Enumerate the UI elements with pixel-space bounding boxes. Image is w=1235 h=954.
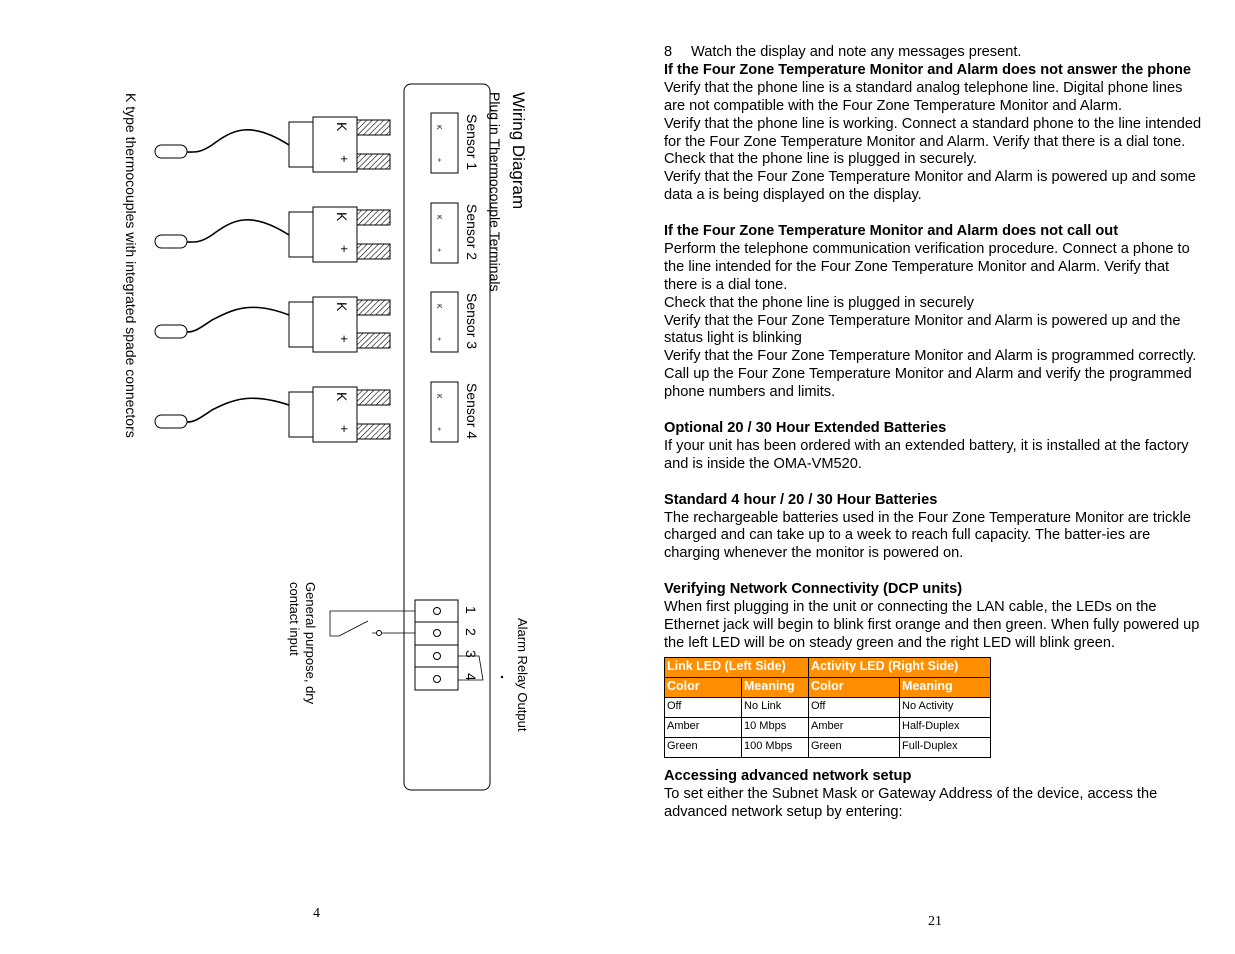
sensor-2-connector-k: K <box>334 212 350 222</box>
sensor-3-spade-plus <box>357 333 390 348</box>
led-cell: Off <box>809 697 900 717</box>
section-no-callout <box>664 223 1204 402</box>
led-cell: Amber <box>809 717 900 737</box>
led-cell: Green <box>809 737 900 757</box>
no-answer-line-2: Verify that the phone line is working. Connect a standard phone to the line intended for the Four Zone Temperature Monitor and Alarm. Verify that there is a dial tone. <box>664 115 1202 150</box>
sensor-1-spade-plus <box>357 154 390 169</box>
sensor-3-connector-k: K <box>334 302 350 312</box>
section-no-answer <box>664 62 1204 205</box>
heading-standard-batteries: Standard 4 hour / 20 / 30 Hour Batteries <box>664 491 938 508</box>
led-col-color-left: Color <box>665 677 742 697</box>
led-table <box>664 657 991 758</box>
relay-screw-3 <box>434 653 441 660</box>
sensor-2-terminal <box>431 203 458 263</box>
sensor-4-connector-plus: + <box>337 425 352 433</box>
sensor-2-terminal-k: K <box>435 215 442 220</box>
sensor-3-group <box>155 292 480 352</box>
sensor-2-terminal-plus: + <box>435 248 442 253</box>
sensor-3-connector-body <box>289 302 313 347</box>
heading-network: Verifying Network Connectivity (DCP units) <box>664 581 963 598</box>
led-cell: Amber <box>665 717 742 737</box>
sensor-1-terminal-k: K <box>435 125 442 130</box>
sensor-1-label: Sensor 1 <box>464 114 480 171</box>
led-col-meaning-left: Meaning <box>742 677 809 697</box>
section-network <box>664 581 1204 653</box>
sensor-4-probe <box>155 415 187 428</box>
sensor-1-connector-k: K <box>334 122 350 132</box>
sensor-2-wire <box>187 220 289 242</box>
no-callout-line-1: Perform the telephone communication verification procedure. Connect a phone to the line intended for the Four Zone Temperature Monitor and Alarm. Verify that there is a dial tone. <box>664 240 1190 293</box>
relay-screw-1 <box>434 608 441 615</box>
right-page-number: 21 <box>928 914 942 929</box>
section-optional-batteries <box>664 420 1204 474</box>
diagram-subtitle: Plug in Thermocouple Terminals <box>487 92 503 292</box>
section-advanced-network <box>664 768 1204 822</box>
led-col-color-right: Color <box>809 677 900 697</box>
sensor-3-terminal <box>431 292 458 352</box>
step-8 <box>664 44 1204 62</box>
sensor-1-terminal <box>431 113 458 173</box>
led-cell: 10 Mbps <box>742 717 809 737</box>
thermocouple-caption: K type thermocouples with integrated spade connectors <box>123 93 139 438</box>
sensor-3-wire <box>187 307 289 332</box>
relay-screw-2 <box>434 630 441 637</box>
relay-terminal-2-label: 2 <box>463 628 479 636</box>
sensor-4-terminal-plus: + <box>435 427 442 432</box>
sensor-4-wire <box>187 398 289 422</box>
sensor-3-label: Sensor 3 <box>464 293 480 350</box>
relay-terminal-4-label: 4 <box>463 673 479 681</box>
sensor-3-connector-plus: + <box>337 335 352 343</box>
dry-contact-wire <box>330 611 415 636</box>
led-cell: Off <box>665 697 742 717</box>
led-group-left: Link LED (Left Side) <box>665 657 809 677</box>
network-text: When first plugging in the unit or connecting the LAN cable, the LEDs on the Ethernet jack will begin to blink first orange and then green. When fully powered up the left LED will be on steady green and the right LED will blink green. <box>664 599 1200 651</box>
no-answer-line-3: Check that the phone line is plugged in securely. <box>664 151 977 168</box>
sensor-4-terminal-k: K <box>435 394 442 399</box>
sensor-1-terminal-plus: + <box>435 158 442 163</box>
section-standard-batteries <box>664 492 1204 564</box>
no-callout-line-4: Verify that the Four Zone Temperature Monitor and Alarm is programmed correctly. Call up the Four Zone Temperature Monitor and Alarm and verify the programmed phone numbers and limits. <box>664 348 1197 401</box>
step-8-number: 8 <box>664 44 673 60</box>
dry-contact-label-line2: contact input <box>287 582 302 656</box>
sensor-3-terminal-plus: + <box>435 337 442 342</box>
sensor-4-connector-k: K <box>334 392 350 402</box>
sensor-3-probe <box>155 325 187 338</box>
relay-screw-4 <box>434 676 441 683</box>
led-table-header-row <box>665 677 991 697</box>
led-cell: Green <box>665 737 742 757</box>
right-page-content <box>664 44 1204 821</box>
no-answer-line-4: Verify that the Four Zone Temperature Monitor and Alarm is powered up and some data a is being displayed on the display. <box>664 169 1196 204</box>
sensor-4-spade-plus <box>357 424 390 439</box>
table-row <box>665 737 991 757</box>
sensor-3-terminal-k: K <box>435 304 442 309</box>
heading-optional-batteries: Optional 20 / 30 Hour Extended Batteries <box>664 420 947 436</box>
sensor-4-terminal <box>431 382 458 442</box>
diagram-title: Wiring Diagram <box>509 92 528 210</box>
relay-output-dot <box>501 676 503 678</box>
led-cell: No Activity <box>900 697 991 717</box>
relay-terminal-3-label: 3 <box>463 650 479 658</box>
led-group-right: Activity LED (Right Side) <box>809 657 991 677</box>
led-cell: Half-Duplex <box>900 717 991 737</box>
heading-advanced-network: Accessing advanced network setup <box>664 767 912 784</box>
relay-terminal-1-label: 1 <box>463 606 479 614</box>
dry-contact-node <box>377 631 382 636</box>
no-answer-line-1: Verify that the phone line is a standard analog telephone line. Digital phone lines are not compatible with the Four Zone Temperature Monitor and Alarm. <box>664 79 1183 114</box>
advanced-network-text: To set either the Subnet Mask or Gateway Address of the device, access the advanced network setup by entering: <box>664 785 1158 820</box>
sensor-4-connector-body <box>289 392 313 437</box>
sensor-2-label: Sensor 2 <box>464 204 480 261</box>
sensor-1-wire <box>187 130 289 152</box>
sensor-4-group <box>155 382 480 442</box>
sensor-1-connector-body <box>289 122 313 167</box>
step-8-text: Watch the display and note any messages present. <box>691 44 1022 60</box>
sensor-1-group <box>155 113 480 173</box>
standard-batteries-text: The rechargeable batteries used in the Four Zone Temperature Monitor are trickle charged and can take up to a week to reach full capacity. The batter-ies are charging whenever the monitor is powered on. <box>664 509 1191 562</box>
led-table-group-row <box>665 657 991 677</box>
sensor-2-spade-k <box>357 210 390 225</box>
relay-output-label: Alarm Relay Output <box>515 618 530 732</box>
no-callout-line-3: Verify that the Four Zone Temperature Monitor and Alarm is powered up and the status light is blinking <box>664 312 1181 347</box>
led-cell: 100 Mbps <box>742 737 809 757</box>
sensor-4-label: Sensor 4 <box>464 383 480 440</box>
led-col-meaning-right: Meaning <box>900 677 991 697</box>
sensor-2-connector-body <box>289 212 313 257</box>
dry-contact-switch <box>339 621 368 636</box>
relay-terminal-block <box>415 600 479 690</box>
sensor-2-probe <box>155 235 187 248</box>
heading-no-callout: If the Four Zone Temperature Monitor and Alarm does not call out <box>664 223 1119 240</box>
sensor-4-spade-k <box>357 390 390 405</box>
no-callout-line-2: Check that the phone line is plugged in securely <box>664 294 974 311</box>
led-cell: No Link <box>742 697 809 717</box>
sensor-1-spade-k <box>357 120 390 135</box>
sensor-1-connector-plus: + <box>337 155 352 163</box>
left-page-number: 4 <box>313 906 320 921</box>
table-row <box>665 717 991 737</box>
sensor-3-spade-k <box>357 300 390 315</box>
sensor-2-group <box>155 203 480 263</box>
sensor-2-spade-plus <box>357 244 390 259</box>
sensor-1-probe <box>155 145 187 158</box>
sensor-2-connector-plus: + <box>337 245 352 253</box>
dry-contact-label-line1: General purpose, dry <box>303 582 318 705</box>
table-row <box>665 697 991 717</box>
led-cell: Full-Duplex <box>900 737 991 757</box>
heading-no-answer: If the Four Zone Temperature Monitor and Alarm does not answer the phone <box>664 61 1192 78</box>
optional-batteries-text: If your unit has been ordered with an extended battery, it is installed at the factory and is inside the OMA-VM520. <box>664 437 1189 472</box>
